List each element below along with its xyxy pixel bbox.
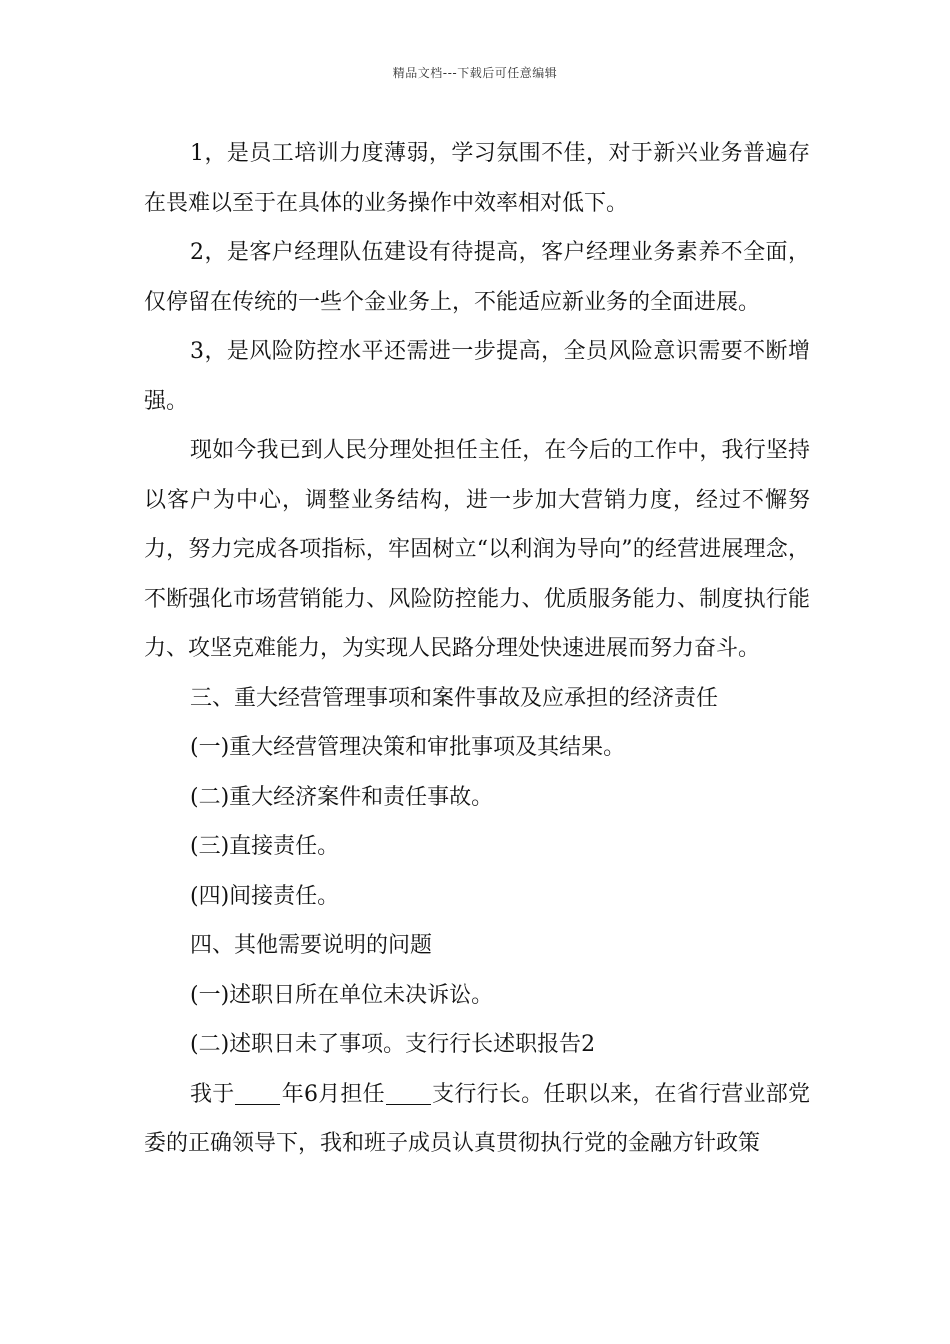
intro-text-3: 支行行长。任职以来，在省行营业部党委的正确领导下，我和班子成员认真贯彻执行党的金融方针政策 bbox=[144, 1081, 810, 1156]
paragraph-report-2-intro bbox=[144, 1070, 810, 1169]
list-item: (一)重大经营管理决策和审批事项及其结果。 bbox=[190, 735, 626, 760]
list-item: (一)述职日所在单位未决诉讼。 bbox=[190, 982, 494, 1008]
paragraph-plan: 现如今我已到人民分理处担任主任，在今后的工作中，我行坚持以客户为中心，调整业务结构，进一步加大营销力度，经过不懈努力，努力完成各项指标，牢固树立“以利润为导向”的经营进展理念，不断强化市场营销能力、风险防控能力、优质服务能力、制度执行能力、攻坚克难能力，为实现人民路分理处快速进展而努力奋斗。 bbox=[144, 438, 810, 661]
intro-text-1: 我于 bbox=[190, 1081, 235, 1107]
intro-text-2: 年6月担任 bbox=[281, 1081, 385, 1107]
blank-year-field bbox=[235, 1082, 280, 1105]
list-item: (三)直接责任。 bbox=[190, 834, 340, 859]
paragraph-issue-2: 2，是客户经理队伍建设有待提高，客户经理业务素养不全面，仅停留在传统的一些个金业务上，不能适应新业务的全面进展。 bbox=[144, 240, 810, 315]
section-heading-3: 三、重大经营管理事项和案件事故及应承担的经济责任 bbox=[190, 685, 719, 711]
document-body bbox=[144, 129, 810, 1169]
section-heading-4: 四、其他需要说明的问题 bbox=[190, 933, 433, 958]
list-item: (二)述职日未了事项。支行行长述职报告2 bbox=[190, 1032, 596, 1057]
list-item: (二)重大经济案件和责任事故。 bbox=[190, 784, 494, 810]
blank-branch-field bbox=[386, 1082, 431, 1105]
list-item: (四)间接责任。 bbox=[190, 883, 340, 909]
page-header: 精品文档---下载后可任意编辑 bbox=[392, 66, 558, 80]
paragraph-issue-1: 1，是员工培训力度薄弱，学习氛围不佳，对于新兴业务普遍存在畏难以至于在具体的业务操作中效率相对低下。 bbox=[144, 141, 810, 216]
paragraph-issue-3: 3，是风险防控水平还需进一步提高，全员风险意识需要不断增强。 bbox=[144, 339, 810, 414]
